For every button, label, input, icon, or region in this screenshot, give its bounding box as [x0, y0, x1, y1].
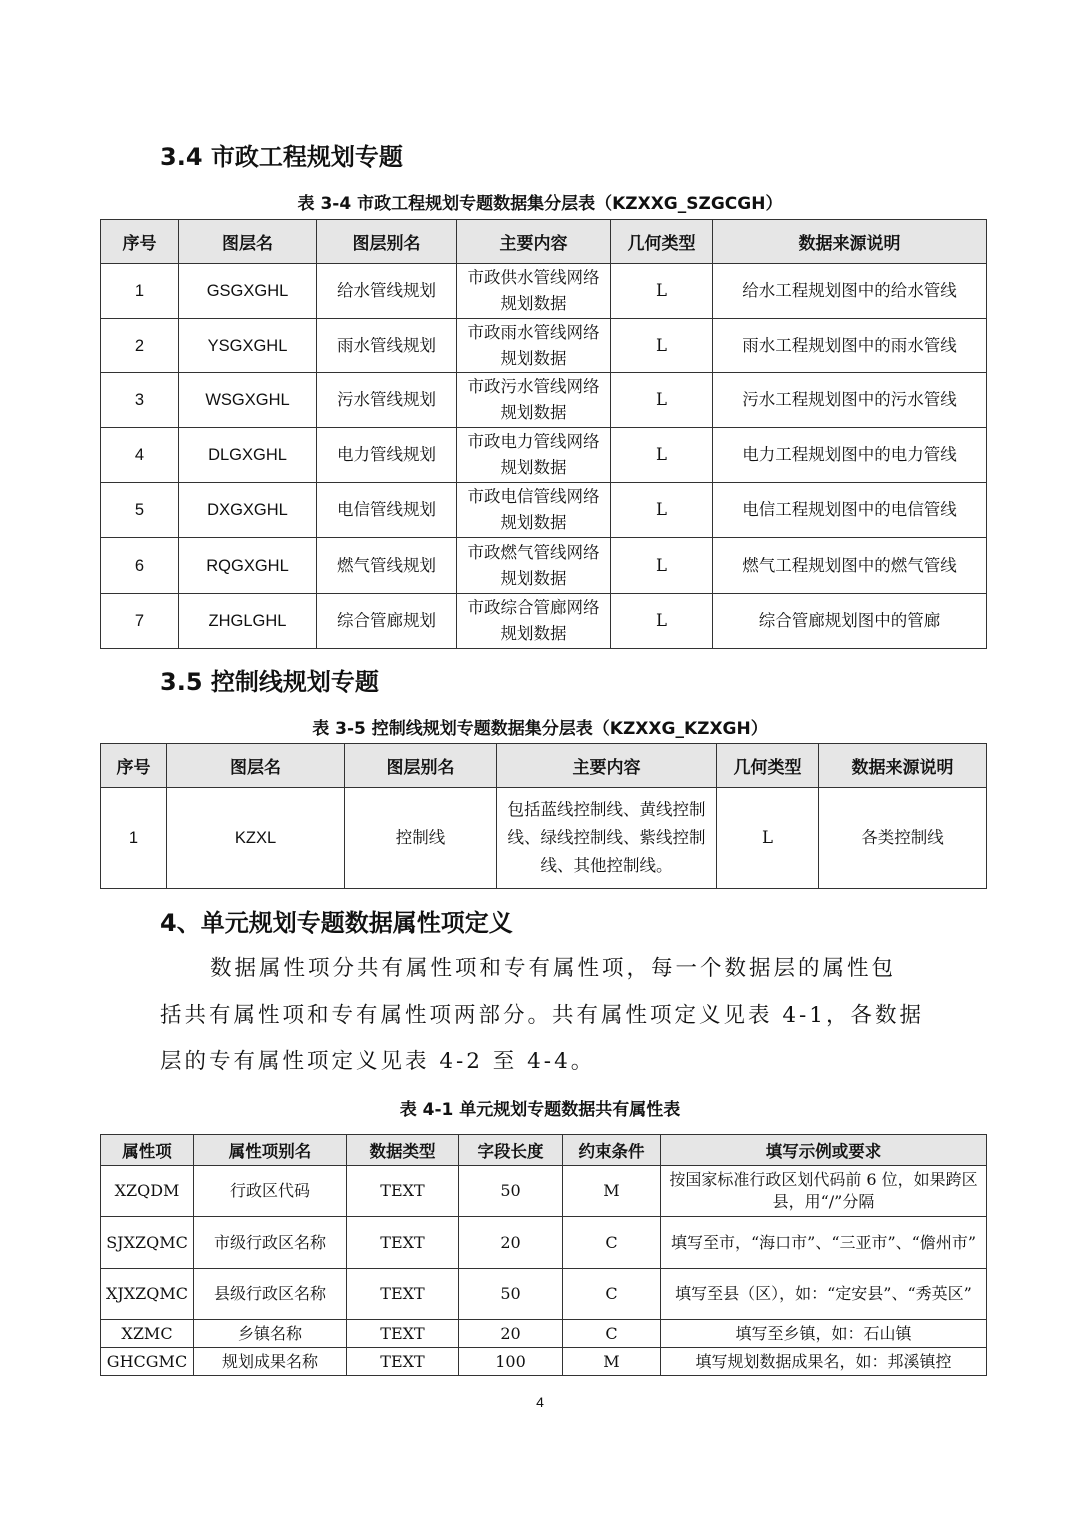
cell-length: 20 — [459, 1320, 563, 1348]
header-cell: 图层别名 — [317, 220, 457, 264]
cell-geometry: L — [611, 594, 713, 649]
cell-attribute: SJXZQMC — [101, 1217, 194, 1269]
table-3-4 — [100, 219, 987, 649]
cell-content: 市政燃气管线网络规划数据 — [457, 538, 611, 594]
cell-attribute: XZMC — [101, 1320, 194, 1348]
header-cell: 图层别名 — [345, 744, 497, 788]
cell-alias: 县级行政区名称 — [194, 1269, 347, 1320]
cell-source: 综合管廊规划图中的管廊 — [713, 594, 987, 649]
table-3-4-caption: 表 3-4 市政工程规划专题数据集分层表（KZXXG_SZGCGH） — [297, 194, 783, 214]
cell-geometry: L — [611, 264, 713, 319]
cell-type: TEXT — [347, 1320, 459, 1348]
header-cell: 序号 — [101, 744, 167, 788]
cell-type: TEXT — [347, 1269, 459, 1320]
table-row — [101, 1166, 987, 1217]
cell-index: 6 — [101, 538, 179, 594]
cell-requirement: 按国家标准行政区划代码前 6 位，如果跨区县，用“/”分隔 — [661, 1166, 987, 1217]
cell-layer-name: ZHGLGHL — [179, 594, 317, 649]
cell-constraint: C — [563, 1320, 661, 1348]
cell-type: TEXT — [347, 1348, 459, 1376]
cell-geometry: L — [611, 373, 713, 428]
paragraph-line: 括共有属性项和专有属性项两部分。共有属性项定义见表 4-1，各数据 — [160, 1003, 924, 1028]
header-cell: 几何类型 — [611, 220, 713, 264]
table-row — [101, 788, 987, 889]
header-cell: 数据来源说明 — [819, 744, 987, 788]
cell-content: 市政供水管线网络规划数据 — [457, 264, 611, 319]
cell-index: 1 — [101, 788, 167, 889]
cell-length: 20 — [459, 1217, 563, 1269]
cell-source: 电信工程规划图中的电信管线 — [713, 483, 987, 538]
cell-layer-name: YSGXGHL — [179, 319, 317, 373]
cell-requirement: 填写至乡镇，如：石山镇 — [661, 1320, 987, 1348]
cell-layer-name: DXGXGHL — [179, 483, 317, 538]
cell-source: 给水工程规划图中的给水管线 — [713, 264, 987, 319]
header-cell: 图层名 — [179, 220, 317, 264]
cell-alias: 规划成果名称 — [194, 1348, 347, 1376]
cell-source: 电力工程规划图中的电力管线 — [713, 428, 987, 483]
cell-index: 5 — [101, 483, 179, 538]
table-row — [101, 428, 987, 483]
cell-layer-name: WSGXGHL — [179, 373, 317, 428]
cell-index: 1 — [101, 264, 179, 319]
table-row — [101, 1269, 987, 1320]
header-cell: 填写示例或要求 — [661, 1135, 987, 1166]
cell-content: 市政电信管线网络规划数据 — [457, 483, 611, 538]
cell-source: 各类控制线 — [819, 788, 987, 889]
cell-layer-name: DLGXGHL — [179, 428, 317, 483]
header-cell: 主要内容 — [497, 744, 717, 788]
cell-attribute: GHCGMC — [101, 1348, 194, 1376]
cell-layer-alias: 污水管线规划 — [317, 373, 457, 428]
cell-layer-name: GSGXGHL — [179, 264, 317, 319]
header-cell: 序号 — [101, 220, 179, 264]
header-cell: 属性项 — [101, 1135, 194, 1166]
header-cell: 字段长度 — [459, 1135, 563, 1166]
table-row — [101, 1348, 987, 1376]
table-row — [101, 373, 987, 428]
table-4-1-caption: 表 4-1 单元规划专题数据共有属性表 — [399, 1100, 681, 1120]
table-header-row — [101, 744, 987, 788]
table-row — [101, 319, 987, 373]
cell-layer-name: RQGXGHL — [179, 538, 317, 594]
cell-content: 市政雨水管线网络规划数据 — [457, 319, 611, 373]
cell-layer-alias: 控制线 — [345, 788, 497, 889]
paragraph-line: 层的专有属性项定义见表 4-2 至 4-4。 — [160, 1049, 596, 1074]
header-cell: 数据来源说明 — [713, 220, 987, 264]
table-4-1 — [100, 1134, 987, 1376]
cell-requirement: 填写至市，“海口市”、“三亚市”、“儋州市” — [661, 1217, 987, 1269]
header-cell: 约束条件 — [563, 1135, 661, 1166]
header-cell: 几何类型 — [717, 744, 819, 788]
header-cell: 属性项别名 — [194, 1135, 347, 1166]
cell-alias: 市级行政区名称 — [194, 1217, 347, 1269]
cell-attribute: XZQDM — [101, 1166, 194, 1217]
table-header-row — [101, 220, 987, 264]
cell-alias: 乡镇名称 — [194, 1320, 347, 1348]
table-row — [101, 483, 987, 538]
cell-content: 市政电力管线网络规划数据 — [457, 428, 611, 483]
cell-source: 燃气工程规划图中的燃气管线 — [713, 538, 987, 594]
cell-content: 包括蓝线控制线、黄线控制线、绿线控制线、紫线控制线、其他控制线。 — [497, 788, 717, 889]
header-cell: 数据类型 — [347, 1135, 459, 1166]
cell-geometry: L — [611, 428, 713, 483]
cell-length: 100 — [459, 1348, 563, 1376]
cell-geometry: L — [717, 788, 819, 889]
cell-content: 市政污水管线网络规划数据 — [457, 373, 611, 428]
table-row — [101, 1320, 987, 1348]
cell-constraint: M — [563, 1166, 661, 1217]
cell-geometry: L — [611, 538, 713, 594]
header-cell: 图层名 — [167, 744, 345, 788]
cell-constraint: C — [563, 1269, 661, 1320]
cell-constraint: C — [563, 1217, 661, 1269]
cell-geometry: L — [611, 319, 713, 373]
cell-type: TEXT — [347, 1217, 459, 1269]
section-heading-4: 4、单元规划专题数据属性项定义 — [160, 909, 513, 937]
cell-content: 市政综合管廊网络规划数据 — [457, 594, 611, 649]
table-3-5 — [100, 743, 987, 889]
cell-source: 雨水工程规划图中的雨水管线 — [713, 319, 987, 373]
section-heading-3-4: 3.4 市政工程规划专题 — [160, 143, 403, 171]
cell-layer-alias: 电信管线规划 — [317, 483, 457, 538]
cell-alias: 行政区代码 — [194, 1166, 347, 1217]
cell-type: TEXT — [347, 1166, 459, 1217]
cell-geometry: L — [611, 483, 713, 538]
cell-requirement: 填写规划数据成果名，如：邦溪镇控 — [661, 1348, 987, 1376]
cell-layer-alias: 雨水管线规划 — [317, 319, 457, 373]
cell-source: 污水工程规划图中的污水管线 — [713, 373, 987, 428]
paragraph-line: 数据属性项分共有属性项和专有属性项，每一个数据层的属性包 — [210, 956, 897, 981]
cell-length: 50 — [459, 1166, 563, 1217]
table-row — [101, 538, 987, 594]
cell-index: 3 — [101, 373, 179, 428]
cell-layer-alias: 综合管廊规划 — [317, 594, 457, 649]
page-number: 4 — [536, 1394, 544, 1410]
cell-layer-name: KZXL — [167, 788, 345, 889]
cell-layer-alias: 电力管线规划 — [317, 428, 457, 483]
header-cell: 主要内容 — [457, 220, 611, 264]
table-row — [101, 264, 987, 319]
cell-constraint: M — [563, 1348, 661, 1376]
table-row — [101, 1217, 987, 1269]
cell-layer-alias: 给水管线规划 — [317, 264, 457, 319]
cell-index: 7 — [101, 594, 179, 649]
table-3-5-caption: 表 3-5 控制线规划专题数据集分层表（KZXXG_KZXGH） — [312, 719, 768, 739]
cell-attribute: XJXZQMC — [101, 1269, 194, 1320]
cell-requirement: 填写至县（区），如：“定安县”、“秀英区” — [661, 1269, 987, 1320]
cell-layer-alias: 燃气管线规划 — [317, 538, 457, 594]
cell-length: 50 — [459, 1269, 563, 1320]
cell-index: 2 — [101, 319, 179, 373]
table-row — [101, 594, 987, 649]
section-heading-3-5: 3.5 控制线规划专题 — [160, 668, 379, 696]
cell-index: 4 — [101, 428, 179, 483]
table-header-row — [101, 1135, 987, 1166]
